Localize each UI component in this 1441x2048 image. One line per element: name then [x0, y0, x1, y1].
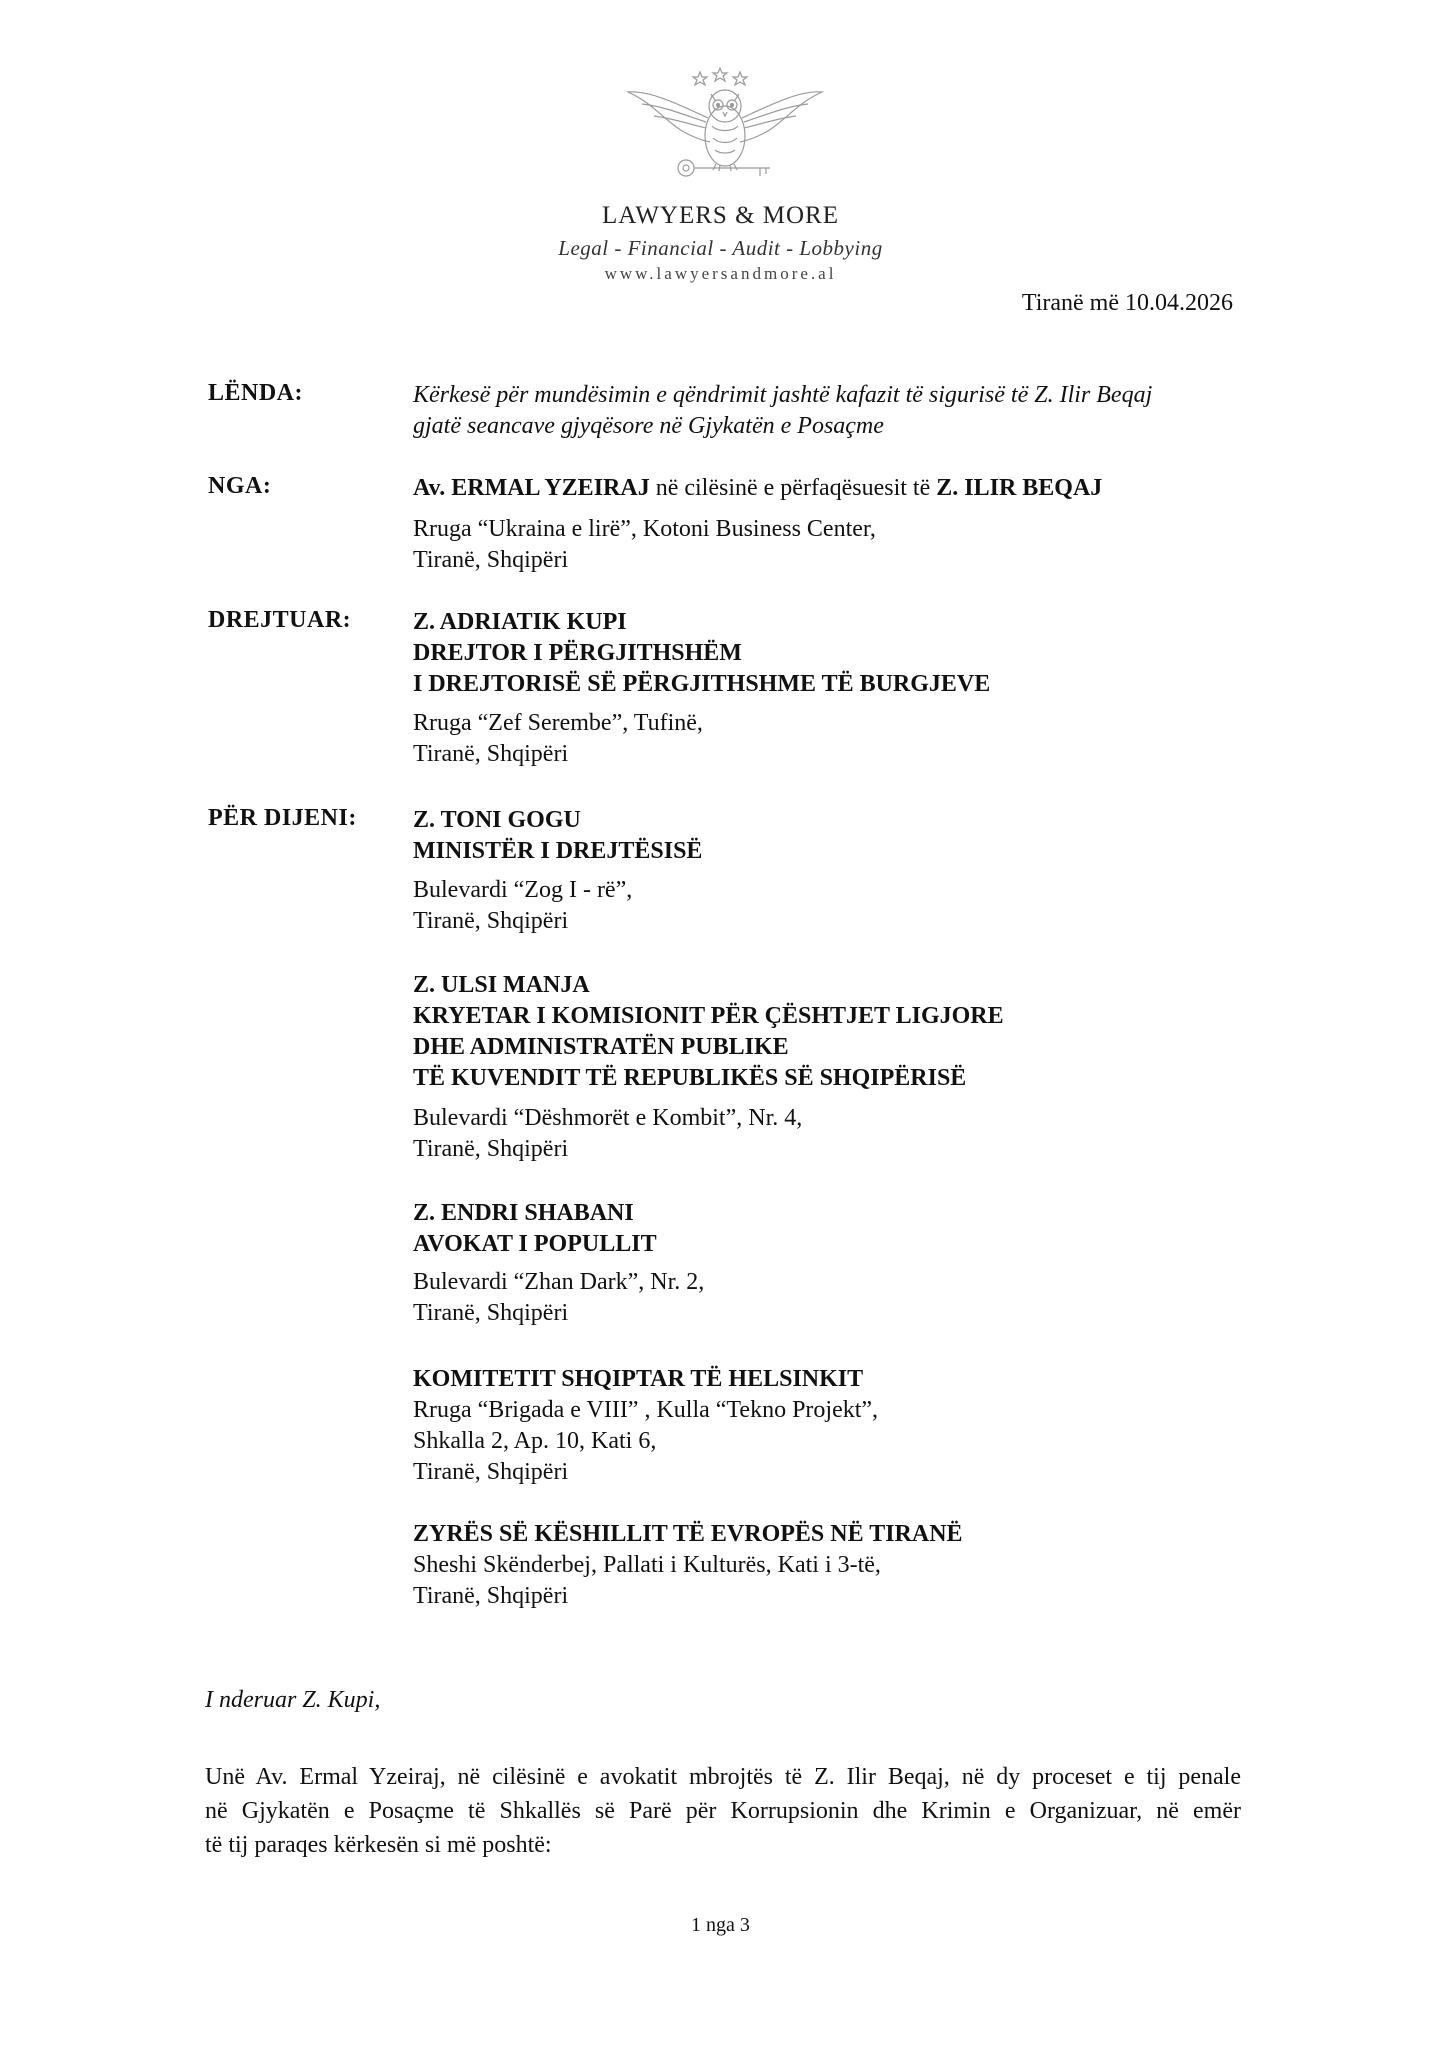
address-line: Tiranë, Shqipëri	[413, 1300, 569, 1326]
recipient-name-line: KRYETAR I KOMISIONIT PËR ÇËSHTJET LIGJORE	[413, 1003, 1004, 1029]
address-line: Tiranë, Shqipëri	[413, 741, 569, 767]
body-line: Unë Av. Ermal Yzeiraj, në cilësinë e avokatit mbrojtës të Z. Ilir Beqaj, në dy proceset e tij penale	[205, 1764, 1241, 1790]
subject-line: Kërkesë për mundësimin e qëndrimit jashtë kafazit të sigurisë të Z. Ilir Beqaj	[413, 382, 1153, 408]
recipient-name-line: MINISTËR I DREJTËSISË	[413, 838, 703, 864]
cc-recipient-2	[413, 970, 1243, 1094]
address-line: Rruga “Ukraina e lirë”, Kotoni Business Center,	[413, 516, 876, 542]
body-paragraph	[205, 1760, 1241, 1862]
cc-recipient-1	[413, 805, 1243, 867]
address-line: Tiranë, Shqipëri	[413, 547, 569, 573]
recipient-name-line: Z. ULSI MANJA	[413, 972, 590, 998]
recipient-name-line: TË KUVENDIT TË REPUBLIKËS SË SHQIPËRISË	[413, 1065, 967, 1091]
address-line: Bulevardi “Dëshmorët e Kombit”, Nr. 4,	[413, 1105, 803, 1131]
to-label: DREJTUAR:	[208, 607, 352, 633]
address-line: Bulevardi “Zog I - rë”,	[413, 877, 633, 903]
from-block	[413, 473, 1243, 504]
recipient-name-line: Z. ENDRI SHABANI	[413, 1200, 634, 1226]
cc-recipient-5	[413, 1519, 1243, 1612]
recipient-name-line: I DREJTORISË SË PËRGJITHSHME TË BURGJEVE	[413, 671, 991, 697]
address-line: Shkalla 2, Ap. 10, Kati 6,	[413, 1428, 657, 1454]
subject-text	[413, 380, 1243, 442]
from-address	[413, 514, 1243, 576]
recipient-name-line: Z. TONI GOGU	[413, 807, 581, 833]
sender-name: Av. ERMAL YZEIRAJ	[413, 475, 650, 501]
address-line: Rruga “Brigada e VIII” , Kulla “Tekno Projekt”,	[413, 1397, 879, 1423]
salutation: I nderuar Z. Kupi,	[205, 1687, 381, 1713]
address-line: Tiranë, Shqipëri	[413, 1459, 569, 1485]
cc-label: PËR DIJENI:	[208, 805, 357, 831]
firm-website: www.lawyersandmore.al	[604, 264, 837, 283]
address-line: Tiranë, Shqipëri	[413, 908, 569, 934]
subject-label: LËNDA:	[208, 380, 304, 406]
recipient-name-line: DREJTOR I PËRGJITHSHËM	[413, 640, 742, 666]
sender-role: në cilësinë e përfaqësuesit të	[649, 475, 937, 501]
address-line: Tiranë, Shqipëri	[413, 1583, 569, 1609]
cc-address-1	[413, 875, 1243, 937]
to-address	[413, 708, 1243, 770]
page-number: 1 nga 3	[691, 1914, 750, 1936]
client-name: Z. ILIR BEQAJ	[936, 475, 1103, 501]
address-line: Rruga “Zef Serembe”, Tufinë,	[413, 710, 703, 736]
cc-address-2	[413, 1103, 1243, 1165]
recipient-name-line: Z. ADRIATIK KUPI	[413, 609, 627, 635]
address-line: Bulevardi “Zhan Dark”, Nr. 2,	[413, 1269, 705, 1295]
address-line: Sheshi Skënderbej, Pallati i Kulturës, Kati i 3-të,	[413, 1552, 881, 1578]
cc-recipient-4	[413, 1364, 1243, 1488]
address-line: Tiranë, Shqipëri	[413, 1136, 569, 1162]
date-line: Tiranë më 10.04.2026	[1021, 290, 1233, 316]
firm-name: LAWYERS & MORE	[602, 202, 839, 229]
body-line: të tij paraqes kërkesën si më poshtë:	[205, 1832, 552, 1858]
body-line: në Gjykatën e Posaçme të Shkallës së Parë për Korrupsionin dhe Krimin e Organizuar, në emër	[205, 1798, 1241, 1824]
recipient-name-line: AVOKAT I POPULLIT	[413, 1231, 657, 1257]
from-label: NGA:	[208, 473, 272, 499]
from-line	[413, 473, 1243, 504]
cc-address-3	[413, 1267, 1243, 1329]
cc-recipient-3	[413, 1198, 1243, 1260]
firm-tagline: Legal - Financial - Audit - Lobbying	[558, 236, 883, 260]
recipient-name-line: KOMITETIT SHQIPTAR TË HELSINKIT	[413, 1366, 864, 1392]
owl-with-key-logo	[620, 60, 830, 200]
recipient-name-line: ZYRËS SË KËSHILLIT TË EVROPËS NË TIRANË	[413, 1521, 963, 1547]
to-recipient	[413, 607, 1243, 700]
subject-line: gjatë seancave gjyqësore në Gjykatën e Posaçme	[413, 413, 884, 439]
recipient-name-line: DHE ADMINISTRATËN PUBLIKE	[413, 1034, 789, 1060]
